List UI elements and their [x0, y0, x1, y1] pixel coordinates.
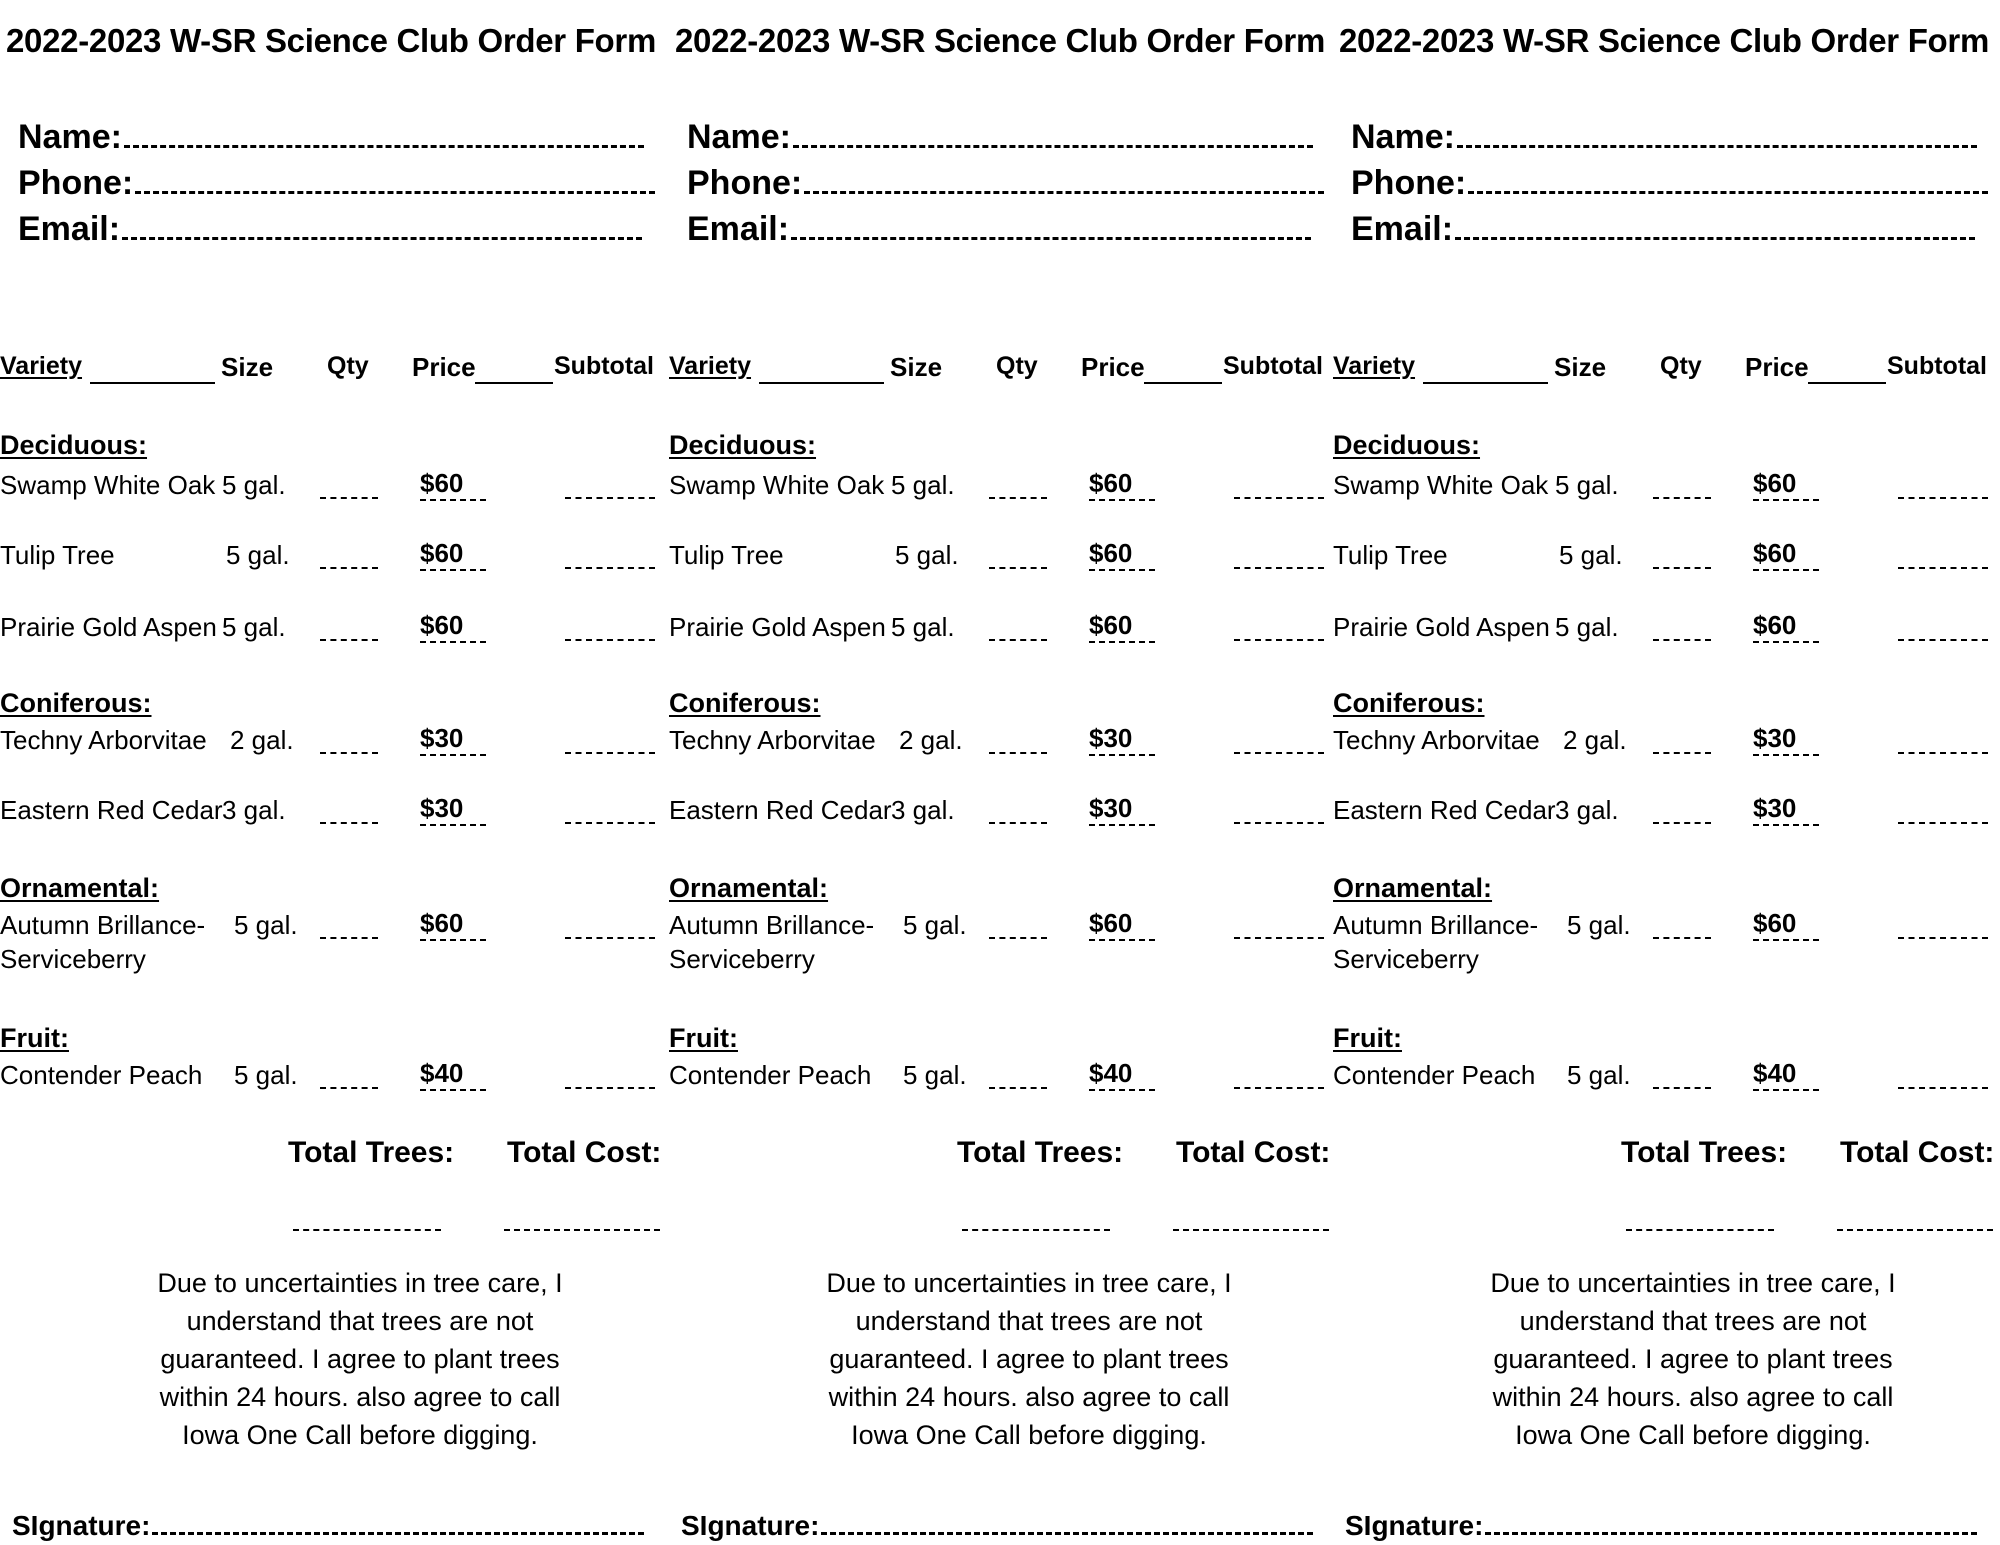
item-size: 5 gal. [891, 470, 955, 500]
item-variety [0, 610, 217, 644]
qty-line[interactable] [320, 936, 378, 939]
total-trees-line[interactable] [1626, 1228, 1774, 1231]
item-size: 5 gal. [891, 612, 955, 642]
variety-name: Eastern Red Cedar [1333, 795, 1556, 825]
qty-line[interactable] [1653, 1086, 1711, 1089]
variety-name: Tulip Tree [1333, 540, 1448, 570]
variety-header-rule [90, 382, 215, 384]
name-label: Name: [18, 118, 122, 156]
item-price: $60 [420, 468, 464, 498]
disclaimer-text: Due to uncertainties in tree care, I understand that trees are not guaranteed. I agree to plant trees within 24 hours. also agree to call Iowa One Call before digging. [157, 1268, 563, 1450]
item-size: 5 gal. [226, 540, 290, 570]
item-variety [0, 723, 207, 757]
phone-line[interactable] [1468, 190, 1988, 194]
item-size: 2 gal. [899, 725, 963, 755]
category-deciduous: Deciduous: [669, 430, 817, 460]
item-variety [669, 468, 884, 502]
variety-column-header: Variety [1333, 352, 1416, 380]
qty-line[interactable] [1653, 638, 1711, 641]
item-size: 2 gal. [1563, 725, 1627, 755]
category-ornamental: Ornamental: [0, 873, 160, 903]
subtotal-line[interactable] [1234, 1086, 1324, 1089]
qty-line[interactable] [1653, 496, 1711, 499]
price-header-rule [1144, 382, 1222, 384]
total-cost-label: Total Cost: [1840, 1136, 1995, 1169]
signature-line[interactable] [152, 1531, 644, 1535]
item-variety [669, 610, 886, 644]
variety-name-continued: Serviceberry [1333, 944, 1479, 974]
qty-line[interactable] [1653, 936, 1711, 939]
email-label: Email: [1351, 210, 1454, 248]
price-underline [1753, 753, 1819, 756]
order-form [669, 0, 1329, 1545]
qty-line[interactable] [1653, 751, 1711, 754]
qty-line[interactable] [989, 566, 1047, 569]
price-underline [420, 498, 486, 501]
price-header-rule [475, 382, 553, 384]
price-underline [1753, 938, 1819, 941]
qty-line[interactable] [320, 566, 378, 569]
size-column-header: Size [221, 352, 274, 382]
qty-line[interactable] [1653, 821, 1711, 824]
subtotal-line[interactable] [1234, 566, 1324, 569]
item-variety [1333, 468, 1548, 502]
item-size: 5 gal. [903, 910, 967, 940]
variety-name: Autumn Brillance- [1333, 910, 1539, 940]
variety-name: Contender Peach [1333, 1060, 1536, 1090]
qty-line[interactable] [320, 496, 378, 499]
price-underline [1089, 938, 1155, 941]
item-variety [669, 538, 784, 572]
price-underline [1089, 568, 1155, 571]
name-label: Name: [687, 118, 791, 156]
subtotal-line[interactable] [1898, 1086, 1988, 1089]
subtotal-line[interactable] [565, 638, 655, 641]
variety-name: Swamp White Oak [669, 470, 885, 500]
price-underline [420, 753, 486, 756]
category-coniferous: Coniferous: [1333, 688, 1485, 718]
item-variety [669, 723, 876, 757]
item-price: $60 [420, 908, 464, 938]
name-label: Name: [1351, 118, 1455, 156]
qty-line[interactable] [989, 1086, 1047, 1089]
variety-name: Swamp White Oak [0, 470, 216, 500]
subtotal-line[interactable] [1234, 821, 1324, 824]
phone-field[interactable] [687, 164, 1324, 203]
item-variety [1333, 1058, 1535, 1092]
item-size: 3 gal. [891, 795, 955, 825]
order-form [1333, 0, 1993, 1545]
item-variety [0, 1058, 202, 1092]
item-price: $30 [1753, 793, 1797, 823]
qty-line[interactable] [1653, 566, 1711, 569]
item-variety [669, 908, 874, 976]
item-size: 5 gal. [222, 612, 286, 642]
email-line[interactable] [122, 236, 642, 240]
email-field[interactable] [1351, 210, 1975, 249]
item-size: 5 gal. [234, 910, 298, 940]
price-underline [1089, 753, 1155, 756]
qty-column-header: Qty [1660, 352, 1702, 380]
total-trees-label: Total Trees: [957, 1136, 1124, 1169]
disclaimer-text: Due to uncertainties in tree care, I understand that trees are not guaranteed. I agree to plant trees within 24 hours. also agree to call Iowa One Call before digging. [1490, 1268, 1896, 1450]
variety-name: Prairie Gold Aspen [669, 612, 886, 642]
disclaimer-text: Due to uncertainties in tree care, I understand that trees are not guaranteed. I agree to plant trees within 24 hours. also agree to call Iowa One Call before digging. [826, 1268, 1232, 1450]
signature-field[interactable] [1345, 1510, 1977, 1542]
category-ornamental: Ornamental: [669, 873, 829, 903]
name-field[interactable] [1351, 118, 1977, 157]
total-trees-line[interactable] [293, 1228, 441, 1231]
category-coniferous: Coniferous: [0, 688, 152, 718]
phone-field[interactable] [18, 164, 655, 203]
name-line[interactable] [124, 144, 644, 148]
subtotal-line[interactable] [565, 566, 655, 569]
price-underline [420, 938, 486, 941]
variety-name-continued: Serviceberry [0, 944, 146, 974]
category-fruit: Fruit: [669, 1023, 738, 1053]
category-coniferous: Coniferous: [669, 688, 821, 718]
category-deciduous: Deciduous: [1333, 430, 1481, 460]
item-size: 5 gal. [1555, 470, 1619, 500]
phone-label: Phone: [687, 164, 803, 202]
price-underline [1089, 640, 1155, 643]
item-size: 5 gal. [895, 540, 959, 570]
size-column-header: Size [890, 352, 943, 382]
variety-name: Tulip Tree [669, 540, 784, 570]
subtotal-line[interactable] [565, 751, 655, 754]
qty-line[interactable] [989, 821, 1047, 824]
price-underline [1089, 498, 1155, 501]
variety-name: Eastern Red Cedar [669, 795, 892, 825]
category-fruit: Fruit: [1333, 1023, 1402, 1053]
subtotal-line[interactable] [565, 936, 655, 939]
item-size: 5 gal. [234, 1060, 298, 1090]
variety-name: Contender Peach [0, 1060, 203, 1090]
price-underline [1753, 640, 1819, 643]
phone-label: Phone: [18, 164, 134, 202]
variety-name: Techny Arborvitae [0, 725, 207, 755]
qty-line[interactable] [320, 638, 378, 641]
subtotal-line[interactable] [1898, 638, 1988, 641]
email-line[interactable] [1455, 236, 1975, 240]
variety-name: Prairie Gold Aspen [0, 612, 217, 642]
item-size: 5 gal. [1567, 910, 1631, 940]
subtotal-column-header: Subtotal [1887, 352, 1987, 380]
price-underline [420, 1088, 486, 1091]
item-size: 5 gal. [222, 470, 286, 500]
subtotal-line[interactable] [1898, 496, 1988, 499]
price-underline [420, 640, 486, 643]
qty-line[interactable] [989, 936, 1047, 939]
order-form [0, 0, 660, 1545]
subtotal-line[interactable] [1234, 638, 1324, 641]
item-size: 3 gal. [1555, 795, 1619, 825]
item-variety [669, 1058, 871, 1092]
item-price: $30 [1089, 793, 1133, 823]
price-underline [1753, 568, 1819, 571]
total-cost-line[interactable] [1173, 1228, 1329, 1231]
qty-line[interactable] [320, 751, 378, 754]
price-underline [1089, 1088, 1155, 1091]
subtotal-line[interactable] [565, 821, 655, 824]
price-underline [1753, 498, 1819, 501]
signature-field[interactable] [681, 1510, 1313, 1542]
email-field[interactable] [687, 210, 1311, 249]
item-size: 2 gal. [230, 725, 294, 755]
subtotal-line[interactable] [1234, 936, 1324, 939]
total-trees-label: Total Trees: [288, 1136, 455, 1169]
subtotal-line[interactable] [1234, 751, 1324, 754]
qty-column-header: Qty [996, 352, 1038, 380]
item-variety [1333, 723, 1540, 757]
signature-label: SIgnature: [12, 1510, 151, 1541]
variety-header-rule [1423, 382, 1548, 384]
variety-header-rule [759, 382, 884, 384]
item-variety [0, 793, 223, 827]
total-cost-line[interactable] [1837, 1228, 1993, 1231]
signature-label: SIgnature: [681, 1510, 820, 1541]
phone-line[interactable] [135, 190, 655, 194]
item-price: $40 [420, 1058, 464, 1088]
item-size: 5 gal. [903, 1060, 967, 1090]
item-variety [1333, 538, 1448, 572]
phone-line[interactable] [804, 190, 1324, 194]
signature-line[interactable] [1485, 1531, 1977, 1535]
item-price: $30 [1089, 723, 1133, 753]
item-price: $30 [420, 723, 464, 753]
qty-line[interactable] [989, 751, 1047, 754]
category-deciduous: Deciduous: [0, 430, 148, 460]
variety-name-continued: Serviceberry [669, 944, 815, 974]
price-underline [420, 568, 486, 571]
email-field[interactable] [18, 210, 642, 249]
price-underline [1089, 823, 1155, 826]
price-underline [420, 823, 486, 826]
name-line[interactable] [1457, 144, 1977, 148]
qty-line[interactable] [989, 496, 1047, 499]
item-variety [1333, 610, 1550, 644]
item-variety [0, 908, 205, 976]
variety-name: Autumn Brillance- [0, 910, 206, 940]
signature-label: SIgnature: [1345, 1510, 1484, 1541]
form-title: 2022-2023 W-SR Science Club Order Form [1339, 22, 1990, 59]
size-column-header: Size [1554, 352, 1607, 382]
phone-label: Phone: [1351, 164, 1467, 202]
price-column-header: Price [1745, 352, 1809, 382]
item-price: $60 [420, 610, 464, 640]
qty-column-header: Qty [327, 352, 369, 380]
variety-name: Techny Arborvitae [669, 725, 876, 755]
subtotal-line[interactable] [565, 1086, 655, 1089]
subtotal-line[interactable] [565, 496, 655, 499]
item-size: 5 gal. [1559, 540, 1623, 570]
variety-name: Swamp White Oak [1333, 470, 1549, 500]
signature-field[interactable] [12, 1510, 644, 1542]
subtotal-line[interactable] [1898, 936, 1988, 939]
item-price: $30 [1753, 723, 1797, 753]
name-field[interactable] [18, 118, 644, 157]
item-price: $60 [1753, 538, 1797, 568]
item-price: $40 [1753, 1058, 1797, 1088]
total-trees-line[interactable] [962, 1228, 1110, 1231]
variety-column-header: Variety [0, 352, 83, 380]
item-variety [0, 538, 115, 572]
item-size: 5 gal. [1567, 1060, 1631, 1090]
variety-name: Contender Peach [669, 1060, 872, 1090]
category-ornamental: Ornamental: [1333, 873, 1493, 903]
total-trees-label: Total Trees: [1621, 1136, 1788, 1169]
qty-line[interactable] [989, 638, 1047, 641]
item-variety [1333, 908, 1538, 976]
variety-name: Autumn Brillance- [669, 910, 875, 940]
email-line[interactable] [791, 236, 1311, 240]
item-price: $60 [1753, 610, 1797, 640]
item-price: $60 [1089, 610, 1133, 640]
name-field[interactable] [687, 118, 1313, 157]
price-column-header: Price [412, 352, 476, 382]
item-variety [0, 468, 215, 502]
total-cost-label: Total Cost: [1176, 1136, 1331, 1169]
email-label: Email: [687, 210, 790, 248]
form-title: 2022-2023 W-SR Science Club Order Form [6, 22, 657, 59]
subtotal-column-header: Subtotal [1223, 352, 1323, 380]
item-size: 5 gal. [1555, 612, 1619, 642]
qty-line[interactable] [320, 1086, 378, 1089]
subtotal-line[interactable] [1898, 821, 1988, 824]
total-cost-line[interactable] [504, 1228, 660, 1231]
item-price: $60 [1753, 468, 1797, 498]
item-price: $30 [420, 793, 464, 823]
item-price: $60 [1089, 908, 1133, 938]
variety-name: Techny Arborvitae [1333, 725, 1540, 755]
qty-line[interactable] [320, 821, 378, 824]
form-title: 2022-2023 W-SR Science Club Order Form [675, 22, 1326, 59]
item-price: $60 [1089, 468, 1133, 498]
item-price: $60 [420, 538, 464, 568]
subtotal-line[interactable] [1898, 566, 1988, 569]
total-cost-label: Total Cost: [507, 1136, 662, 1169]
variety-name: Prairie Gold Aspen [1333, 612, 1550, 642]
item-variety [1333, 793, 1556, 827]
variety-column-header: Variety [669, 352, 752, 380]
price-header-rule [1808, 382, 1886, 384]
subtotal-column-header: Subtotal [554, 352, 654, 380]
name-line[interactable] [793, 144, 1313, 148]
phone-field[interactable] [1351, 164, 1988, 203]
subtotal-line[interactable] [1234, 496, 1324, 499]
item-variety [669, 793, 892, 827]
variety-name: Eastern Red Cedar [0, 795, 223, 825]
item-price: $40 [1089, 1058, 1133, 1088]
price-column-header: Price [1081, 352, 1145, 382]
item-size: 3 gal. [222, 795, 286, 825]
price-underline [1753, 823, 1819, 826]
item-price: $60 [1089, 538, 1133, 568]
subtotal-line[interactable] [1898, 751, 1988, 754]
price-underline [1753, 1088, 1819, 1091]
email-label: Email: [18, 210, 121, 248]
variety-name: Tulip Tree [0, 540, 115, 570]
signature-line[interactable] [821, 1531, 1313, 1535]
item-price: $60 [1753, 908, 1797, 938]
category-fruit: Fruit: [0, 1023, 69, 1053]
